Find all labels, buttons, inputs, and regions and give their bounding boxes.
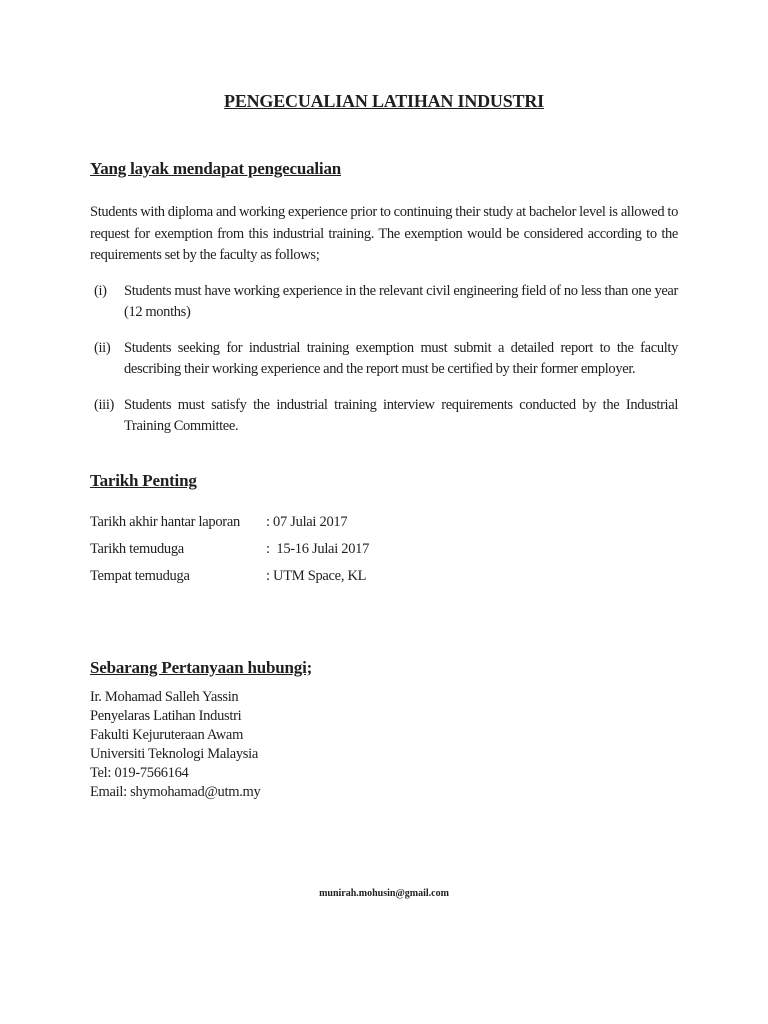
contact-heading: Sebarang Pertanyaan hubungi;: [90, 657, 313, 677]
section-eligibility: [90, 157, 678, 438]
requirements-list: [90, 281, 678, 438]
requirement-item: [90, 395, 678, 438]
date-label: Tarikh akhir hantar laporan: [90, 513, 240, 530]
item-marker: (iii): [94, 396, 114, 413]
date-row: [90, 563, 678, 590]
watermark-email: munirah.mohusin@gmail.com: [319, 888, 449, 899]
requirement-item: [90, 281, 678, 324]
date-value: : 15-16 Julai 2017: [266, 540, 370, 557]
date-row: [90, 536, 678, 563]
date-label: Tempat temuduga: [90, 567, 190, 584]
contact-line: Universiti Teknologi Malaysia: [90, 745, 259, 762]
item-marker: (i): [94, 282, 107, 299]
dates-list: [90, 509, 678, 590]
contact-line: Fakulti Kejuruteraan Awam: [90, 726, 244, 743]
date-value: : 07 Julai 2017: [266, 513, 348, 530]
date-row: [90, 509, 678, 536]
eligibility-heading: Yang layak mendapat pengecualian: [90, 159, 342, 178]
contact-line: Ir. Mohamad Salleh Yassin: [90, 688, 239, 705]
dates-heading: Tarikh Penting: [90, 470, 197, 490]
item-text: Students must satisfy the industrial training interview requirements conducted by the Industrial Training Committee.: [124, 396, 678, 434]
item-text: Students seeking for industrial training exemption must submit a detailed report to the faculty describing their working experience and the report must be certified by their former employer.: [124, 339, 678, 377]
eligibility-intro: Students with diploma and working experience prior to continuing their study at bachelor level is allowed to request for exemption from this industrial training. The exemption would be considered according to the requirements set by the faculty as follows;: [90, 204, 678, 263]
contact-block: [90, 688, 678, 802]
item-marker: (ii): [94, 339, 111, 356]
section-contact: [90, 656, 678, 802]
requirement-item: [90, 338, 678, 381]
document-title: PENGECUALIAN LATIHAN INDUSTRI: [224, 91, 544, 111]
contact-line: Tel: 019-7566164: [90, 764, 189, 781]
item-text: Students must have working experience in the relevant civil engineering field of no less than one year (12 months): [124, 282, 678, 320]
date-value: : UTM Space, KL: [266, 567, 367, 584]
contact-line: Email: shymohamad@utm.my: [90, 783, 261, 800]
date-label: Tarikh temuduga: [90, 540, 184, 557]
section-dates: [90, 469, 678, 590]
contact-line: Penyelaras Latihan Industri: [90, 707, 242, 724]
